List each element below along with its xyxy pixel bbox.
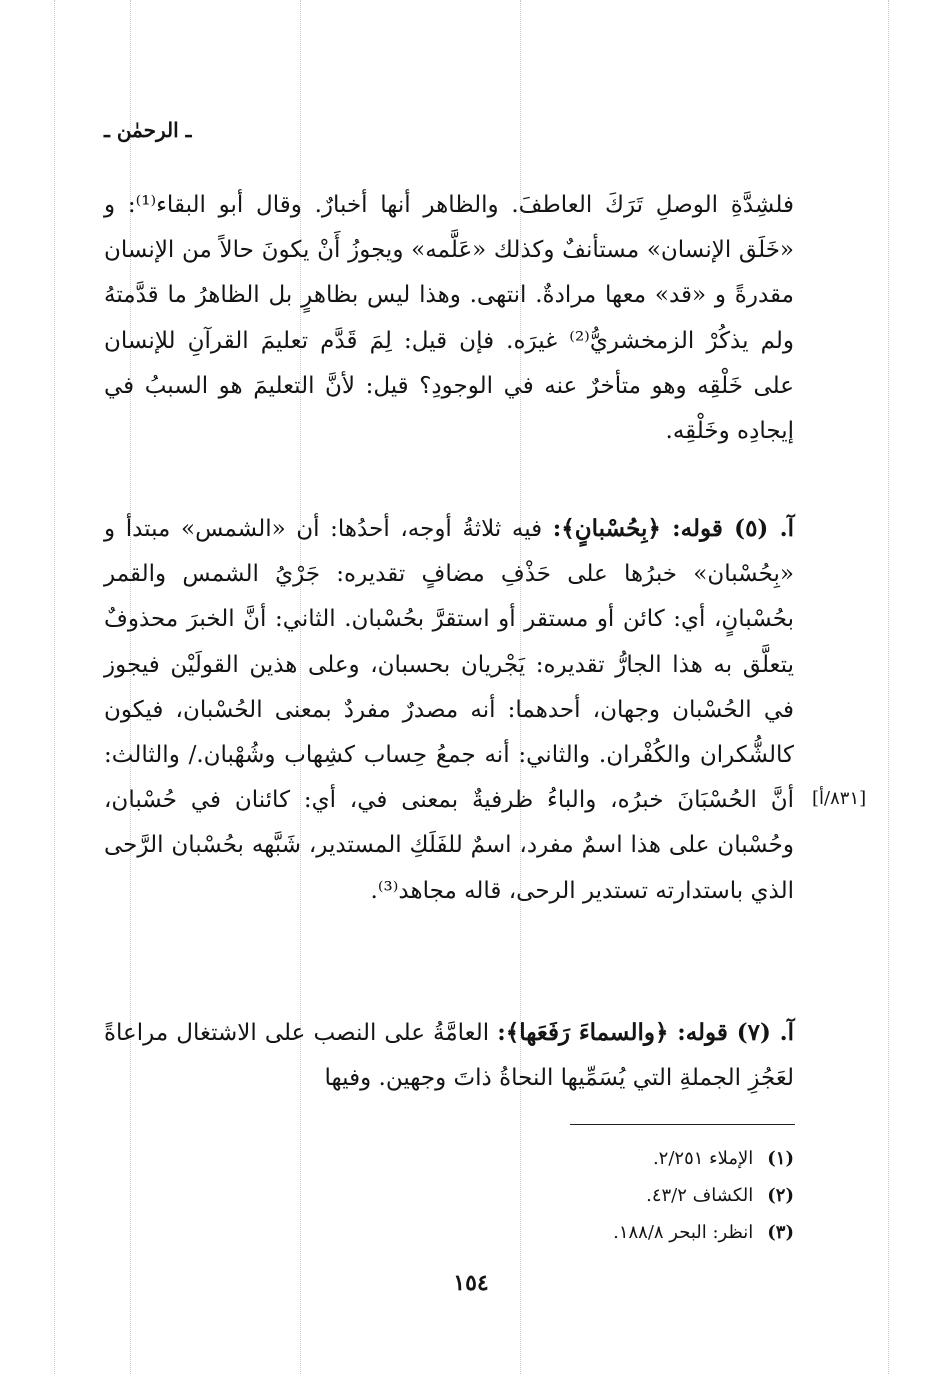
paragraph-text: فلشِدَّةِ الوصلِ تَرَكَ العاطفَ. والظاهر أنها أخبارٌ. وقال أبو البقاء⁽¹⁾: و «خَلَق الإنسان» مستأنفٌ وكذلك «عَلَّمه» ويجوزُ أَنْ يكونَ حالاً من الإنسان مقدرةً و «قد» معها مرادةٌ. انتهى. وهذا ليس بظاهرٍ بل الظاهرُ ما قدَّمتهُ ولم يذكُرْ الزمخشريُّ⁽²⁾ غيرَه. فإن قيل: لِمَ قَدَّم تعليمَ القرآنِ للإنسان على خَلْقِه وهو متأخرٌ عنه في الوجودِ؟ قيل: لأنَّ التعليمَ هو السببُ في إيجادِه وخَلْقِه. [104,192,795,445]
footnote-separator [570,1124,795,1125]
footnote-item [613,1177,794,1214]
footnote-item [613,1214,794,1251]
footnote-text: الإملاء ٢/٢٥١. [652,1148,754,1169]
running-header: ـ الرحمٰن ـ [104,118,192,142]
footnotes [613,1140,794,1251]
footnote-number: (٣) [767,1222,794,1243]
paragraph-2 [104,506,794,914]
scan-dotted-line [54,0,55,1374]
verse-quote: آ. (٥) قوله: ﴿بِحُسْبانٍ﴾: [552,515,795,542]
scan-dotted-line [888,0,889,1374]
footnote-number: (١) [767,1148,794,1169]
paragraph-1 [104,182,794,454]
footnote-item [613,1140,794,1177]
page-number: ١٥٤ [453,1270,489,1296]
footnote-text: انظر: البحر ١٨٨/٨. [613,1222,754,1243]
paragraph-3 [104,1010,794,1101]
manuscript-folio-note: [٨٣١/أ] [812,788,867,809]
footnote-number: (٢) [767,1185,794,1206]
paragraph-text: فيه ثلاثةُ أوجه، أحدُها: أن «الشمس» مبتدأ و «بِحُسْبان» خبرُها على حَذْفِ مضافٍ تقديره: جَرْيُ الشمس والقمر بحُسْبانٍ، أي: كائن أو مستقر أو استقرَّ بحُسْبان. الثاني: أنَّ الخبرَ محذوفٌ يتعلَّق به هذا الجارُّ تقديره: يَجْريان بحسبان، وعلى هذين القولَيْن فيجوز في الحُسْبان وجهان، أحدهما: أنه مصدرٌ مفردٌ بمعنى الحُسْبان، فيكون كالشُّكران والكُفْران. والثاني: أنه جمعُ حِساب كشِهاب وشُهْبان./ والثالث: أنَّ الحُسْبَانَ خبرُه، والباءُ ظرفيةٌ بمعنى في، أي: كائنان في حُسْبان، وحُسْبان على هذا اسمٌ مفرد، اسمٌ للفَلَكِ المستدير، شَبَّهه بحُسْبان الرَّحى الذي باستدارته تستدير الرحى، قاله مجاهد⁽³⁾. [104,516,794,904]
paragraph-text: العامَّةُ على النصب على الاشتغال مراعاةً لعَجُزِ الجملةِ التي يُسَمِّيها النحاةُ ذاتَ وجهين. وفيها [104,1020,794,1092]
verse-quote: آ. (٧) قوله: ﴿والسماءَ رَفَعَها﴾: [497,1019,795,1046]
footnote-text: الكشاف ٤٣/٢. [646,1185,754,1206]
